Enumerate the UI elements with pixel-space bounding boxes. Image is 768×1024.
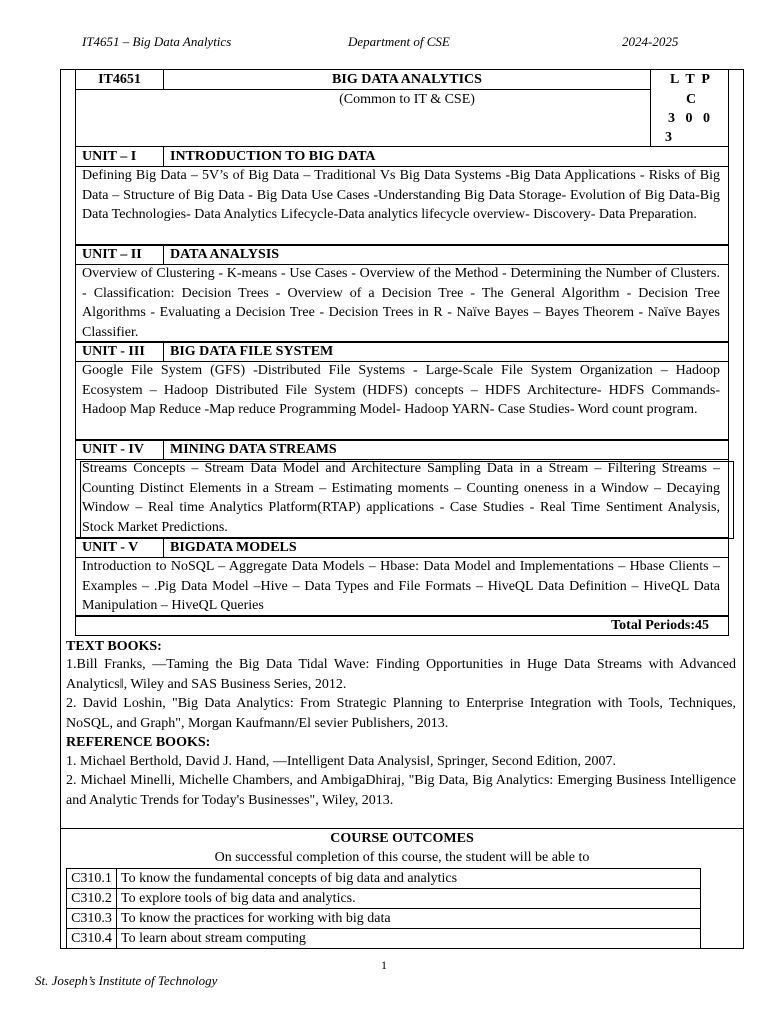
table-row <box>67 909 701 929</box>
outcome-code: C310.4 <box>67 929 117 949</box>
course-outcomes-table <box>66 868 701 949</box>
course-subtitle: (Common to IT & CSE) <box>339 92 475 107</box>
outcome-code: C310.2 <box>67 889 117 909</box>
text-book-2: 2. David Loshin, "Big Data Analytics: From Strategic Planning to Enterprise Integration with Tools, Techniques, NoSQL, and Graph", Morgan Kaufmann/El sevier Publishers, 2013. <box>66 696 736 731</box>
outcome-code: C310.3 <box>67 909 117 929</box>
course-title: BIG DATA ANALYTICS <box>332 72 482 87</box>
outcome-text: To know the practices for working with big data <box>117 909 701 929</box>
outcome-code: C310.1 <box>67 869 117 889</box>
page-number: 1 <box>381 958 387 972</box>
unit-1-content: Defining Big Data – 5V’s of Big Data – Traditional Vs Big Data Systems -Big Data Applications - Risks of Big Data – Structure of Big Data - Big Data Use Cases -Understanding Big Data Storage- Evolution of Big Data-Big Data Technologies- Data Analytics Lifecycle-Data analytics lifecycle overview- Discovery- Data Preparation. <box>82 168 720 222</box>
unit-4-title: MINING DATA STREAMS <box>170 442 337 457</box>
unit-2-title: DATA ANALYSIS <box>170 247 280 262</box>
course-outcomes-intro: On successful completion of this course, the student will be able to <box>214 850 590 865</box>
table-row <box>67 869 701 889</box>
unit-1-label: UNIT – I <box>82 149 137 164</box>
ltpc-labels: L T P <box>670 72 710 87</box>
reference-book-2: 2. Michael Minelli, Michelle Chambers, and AmbigaDhiraj, "Big Data, Big Analytics: Emerging Business Intelligence and Analytic Trends for Today's Businesses", Wiley, 2013. <box>66 773 736 808</box>
unit-3-title: BIG DATA FILE SYSTEM <box>170 344 334 359</box>
unit-3-content: Google File System (GFS) -Distributed File Systems - Large-Scale File System Organization – Hadoop Ecosystem – Hadoop Distributed File System (HDFS) concepts – HDFS Architecture- HDFS Commands- Hadoop Map Reduce -Map reduce Programming Model- Hadoop YARN- Case Studies- Word count program. <box>82 363 720 417</box>
header-department: Department of CSE <box>348 34 450 49</box>
course-code: IT4651 <box>98 72 141 87</box>
ltpc-values: 3 0 0 <box>668 111 710 126</box>
text-book-1: 1.Bill Franks, ―Taming the Big Data Tidal Wave: Finding Opportunities in Huge Data Streams with Advanced Analytics‖, Wiley and SAS Business Series, 2012. <box>66 657 736 692</box>
outcome-text: To learn about stream computing <box>117 929 701 949</box>
course-outcomes-heading: COURSE OUTCOMES <box>330 831 474 846</box>
ltpc-c-label: C <box>686 92 697 107</box>
unit-2-content: Overview of Clustering - K-means - Use Cases - Overview of the Method - Determining the Number of Clusters. - Classification: Decision Trees - Overview of a Decision Tree - The General Algorithm - Decision Tree Algorithms - Evaluating a Decision Tree - Decision Trees in R - Naïve Bayes – Bayes Theorem - Naïve Bayes Classifier. <box>82 266 720 340</box>
unit-1-title: INTRODUCTION TO BIG DATA <box>170 149 376 164</box>
outcome-text: To explore tools of big data and analytics. <box>117 889 701 909</box>
reference-book-1: 1. Michael Berthold, David J. Hand, ―Intelligent Data Analysis‖, Springer, Second Edition, 2007. <box>66 754 617 769</box>
ltpc-credits: 3 <box>665 130 672 145</box>
outcome-text: To know the fundamental concepts of big data and analytics <box>117 869 701 889</box>
header-course: IT4651 – Big Data Analytics <box>82 34 232 49</box>
footer-institution: St. Joseph’s Institute of Technology <box>35 973 218 988</box>
unit-5-content: Introduction to NoSQL – Aggregate Data Models – Hbase: Data Model and Implementations – Hbase Clients – Examples – .Pig Data Model –Hive – Data Types and File Formats – HiveQL Data Definition – HiveQL Data Manipulation – HiveQL Queries <box>82 559 720 613</box>
unit-2-label: UNIT – II <box>82 247 142 262</box>
table-row <box>67 889 701 909</box>
total-periods: Total Periods:45 <box>611 618 709 633</box>
table-row <box>67 929 701 949</box>
unit-5-label: UNIT - V <box>82 540 139 555</box>
reference-books-heading: REFERENCE BOOKS: <box>66 735 211 750</box>
unit-3-label: UNIT - III <box>82 344 145 359</box>
text-books-heading: TEXT BOOKS: <box>66 639 162 654</box>
unit-4-content: Streams Concepts – Stream Data Model and Architecture Sampling Data in a Stream – Filtering Streams – Counting Distinct Elements in a Stream – Estimating moments – Counting oneness in a Window – Decaying Window – Real time Analytics Platform(RTAP) applications - Case Studies - Real Time Sentiment Analysis, Stock Market Predictions. <box>82 461 720 535</box>
header-year: 2024-2025 <box>622 34 679 49</box>
unit-4-label: UNIT - IV <box>82 442 144 457</box>
unit-5-title: BIGDATA MODELS <box>170 540 297 555</box>
